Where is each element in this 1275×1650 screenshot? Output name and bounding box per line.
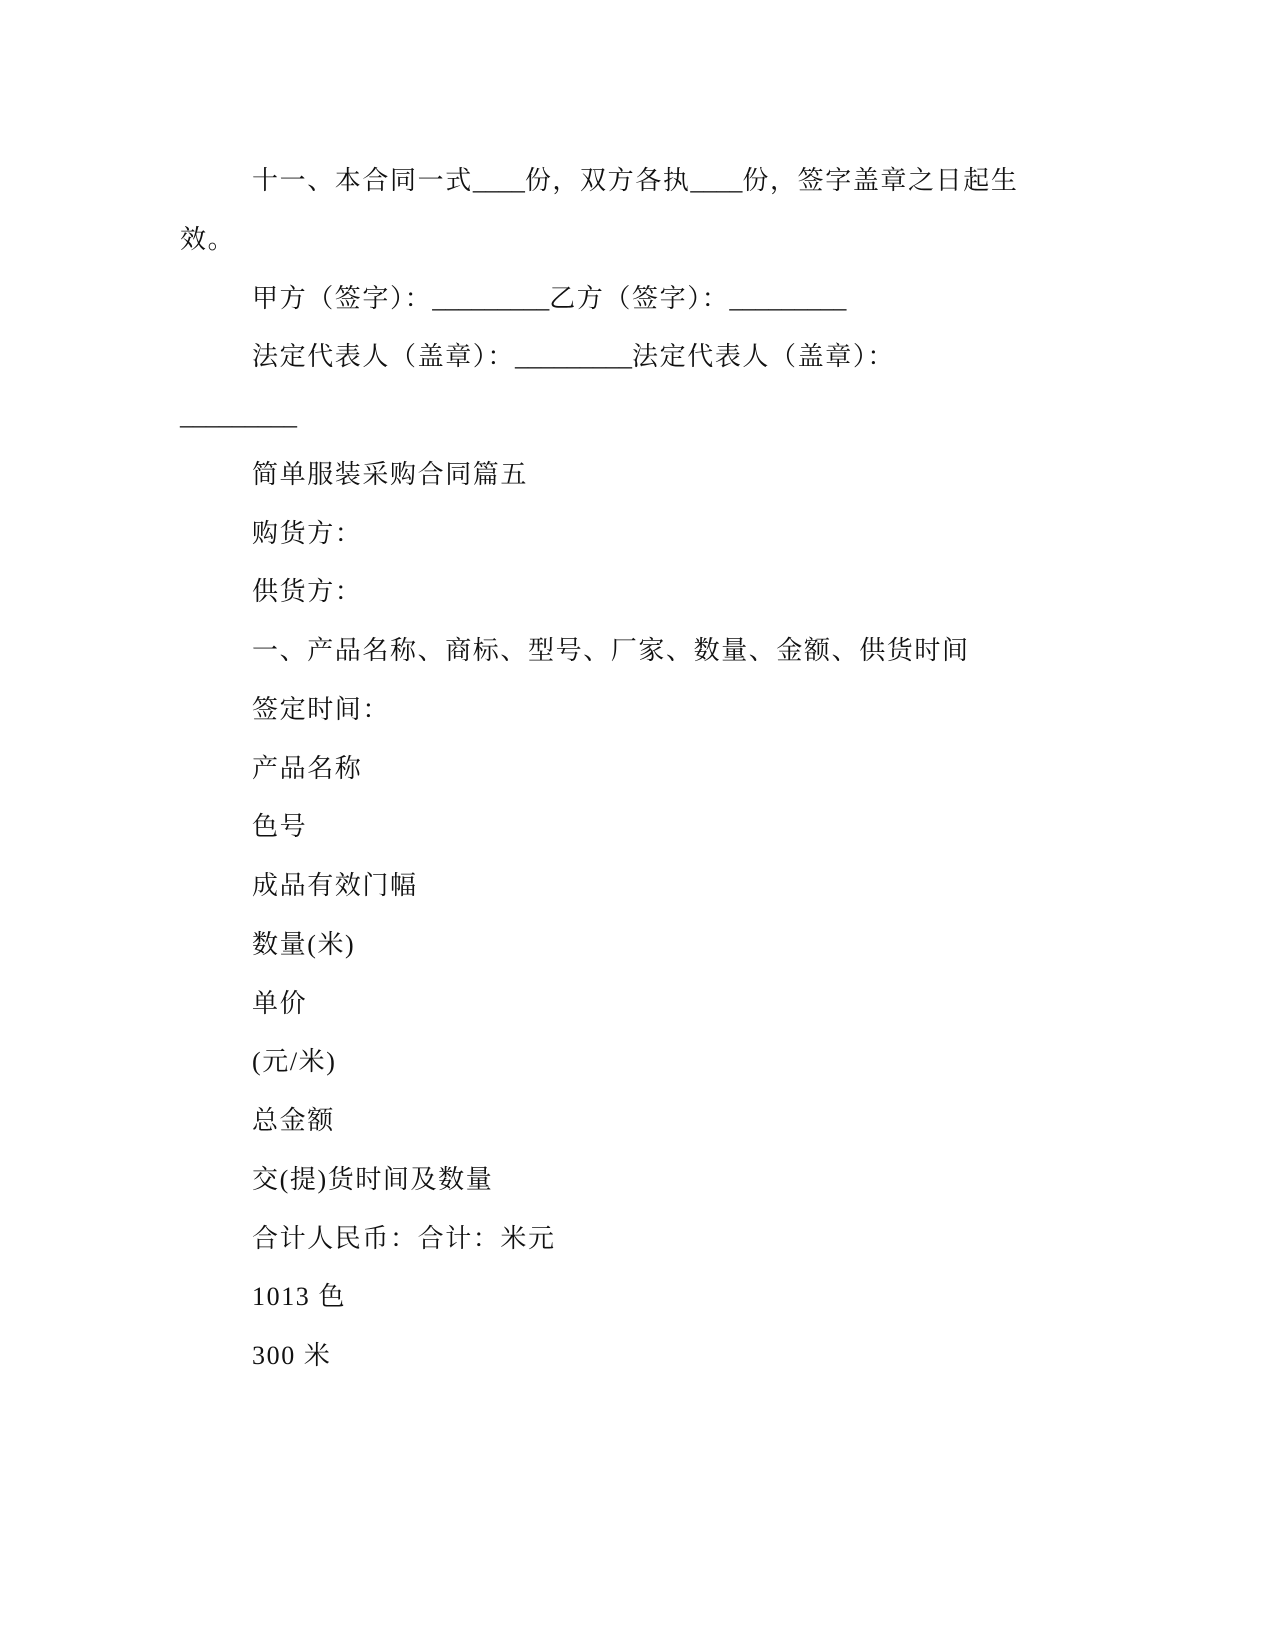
supplier-line: [180, 563, 1080, 622]
item-1-heading: [180, 622, 1080, 681]
rep-a-blank: _________: [515, 342, 633, 372]
party-a-blank: _________: [432, 283, 550, 313]
field-color-number: 色号: [252, 812, 308, 842]
field-color-value: 1013 色: [252, 1282, 347, 1312]
rep-a-label: 法定代表人（盖章）：: [252, 342, 516, 372]
clause-11-continuation: [180, 211, 1080, 270]
field-total-rmb: 合计人民币：合计：米元: [252, 1223, 556, 1253]
buyer-label: 购货方：: [252, 518, 363, 548]
rep-b-blank: _________: [180, 401, 297, 430]
field-unit-price: 单价: [252, 988, 308, 1018]
field-line: [180, 1210, 1080, 1269]
copies-total-blank: ____: [472, 166, 525, 195]
signing-time-label: 签定时间：: [252, 694, 391, 724]
field-line: [180, 1033, 1080, 1092]
field-line: [180, 798, 1080, 857]
signing-time-line: [180, 681, 1080, 740]
field-quantity-value: 300 米: [252, 1341, 332, 1370]
party-signature-line: [180, 270, 1080, 329]
field-delivery-time: 交(提)货时间及数量: [252, 1164, 494, 1194]
field-quantity: 数量(米): [252, 929, 356, 959]
field-effective-width: 成品有效门幅: [252, 871, 418, 900]
item-1-heading-text: 一、产品名称、商标、型号、厂家、数量、金额、供货时间: [252, 636, 970, 665]
field-product-name: 产品名称: [252, 753, 363, 783]
field-line: [180, 1151, 1080, 1210]
field-line: [180, 916, 1080, 975]
field-total-amount: 总金额: [252, 1106, 335, 1135]
representative-continuation: [180, 387, 1080, 446]
copies-each-blank: ____: [690, 166, 743, 195]
field-line: [180, 857, 1080, 916]
clause-11-text-b: 份，双方各执: [524, 166, 691, 195]
field-line: [180, 1327, 1080, 1386]
rep-b-label: 法定代表人（盖章）：: [632, 342, 896, 372]
field-line: [180, 975, 1080, 1034]
representative-line: [180, 328, 1080, 387]
clause-11-text-c: 份，签字盖章之日起生: [742, 166, 1019, 195]
supplier-label: 供货方：: [252, 577, 363, 607]
section-title: [180, 446, 1080, 505]
party-a-label: 甲方（签字）：: [252, 283, 433, 313]
field-unit-price-unit: (元/米): [252, 1047, 337, 1077]
document-body: [180, 152, 1080, 1386]
party-b-blank: _________: [729, 283, 847, 313]
field-line: [180, 1268, 1080, 1327]
field-line: [180, 740, 1080, 799]
buyer-line: [180, 505, 1080, 564]
clause-11-line: [180, 152, 1080, 211]
clause-11-continuation-text: 效。: [180, 224, 236, 254]
party-b-label: 乙方（签字）：: [549, 283, 730, 313]
clause-11-text-a: 十一、本合同一式: [252, 166, 473, 195]
field-line: [180, 1092, 1080, 1151]
section-title-text: 简单服装采购合同篇五: [252, 459, 529, 489]
